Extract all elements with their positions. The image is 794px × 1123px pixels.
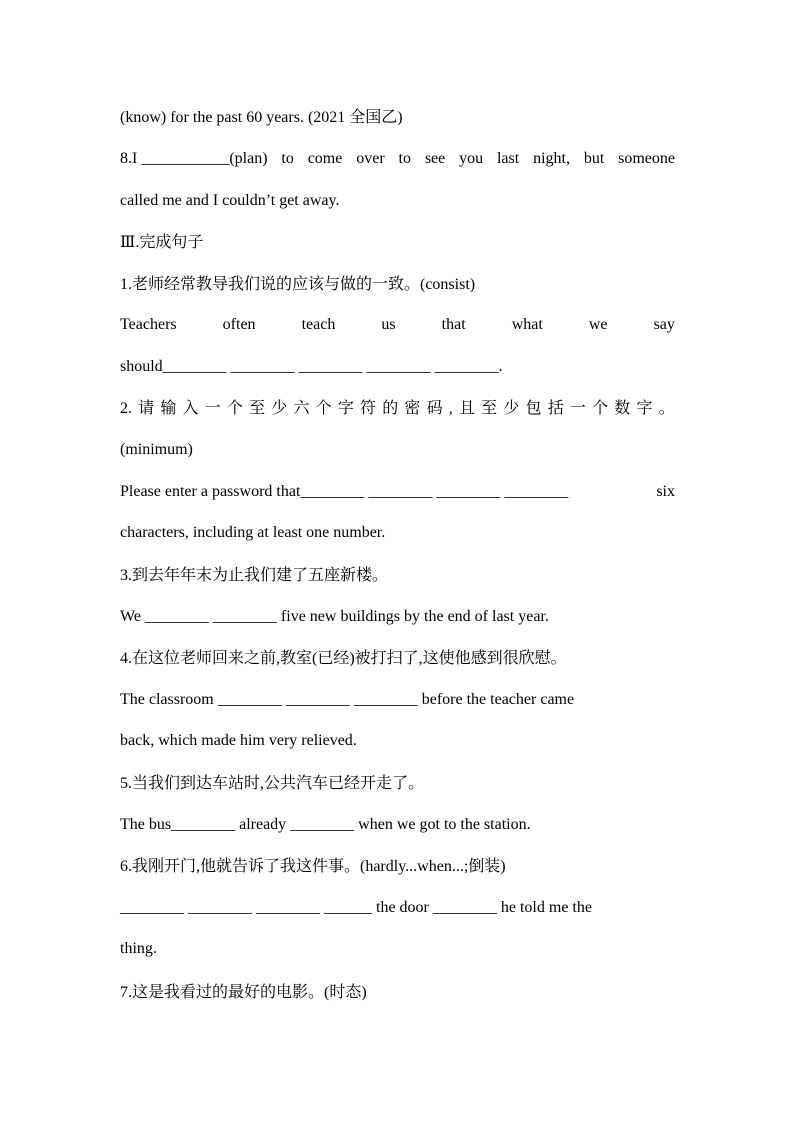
question-prompt: 1.老师经常教导我们说的应该与做的一致。(consist): [120, 276, 476, 293]
question-prompt: 5.当我们到达车站时,公共汽车已经开走了。: [120, 775, 425, 792]
text-line: (know) for the past 60 years. (2021 全国乙): [120, 109, 403, 126]
question-prompt: 7.这是我看过的最好的电影。(时态): [120, 984, 367, 1001]
question-8-line: 8.I ___________(plan) to come over to see you last night, but someone: [120, 150, 675, 167]
question-prompt: 3.到去年年末为止我们建了五座新楼。: [120, 567, 389, 584]
answer-line: The classroom ________ ________ ________ before the teacher came: [120, 691, 575, 708]
question-prompt: 4.在这位老师回来之前,教室(已经)被打扫了,这使他感到很欣慰。: [120, 650, 567, 667]
answer-line: ________ ________ ________ ______ the door ________ he told me the: [120, 899, 592, 916]
answer-line: characters, including at least one number.: [120, 524, 386, 541]
question-prompt: 2. 请 输 入 一 个 至 少 六 个 字 符 的 密 码 , 且 至 少 包 括 一 个 数 字 。: [120, 400, 675, 417]
answer-line: The bus________ already ________ when we got to the station.: [120, 816, 531, 833]
answer-line: Please enter a password that________ ________ ________ ________ six: [120, 483, 675, 500]
text-line: called me and I couldn’t get away.: [120, 192, 340, 209]
answer-line: thing.: [120, 940, 157, 957]
question-prompt: 6.我刚开门,他就告诉了我这件事。(hardly...when...;倒装): [120, 858, 506, 875]
section-heading: Ⅲ.完成句子: [120, 234, 204, 251]
answer-line: Teachers often teach us that what we say: [120, 316, 675, 333]
answer-line: should________ ________ ________ ________ ________.: [120, 358, 503, 375]
answer-line: back, which made him very relieved.: [120, 732, 357, 749]
text-line: (minimum): [120, 441, 193, 458]
answer-line: We ________ ________ five new buildings by the end of last year.: [120, 608, 549, 625]
